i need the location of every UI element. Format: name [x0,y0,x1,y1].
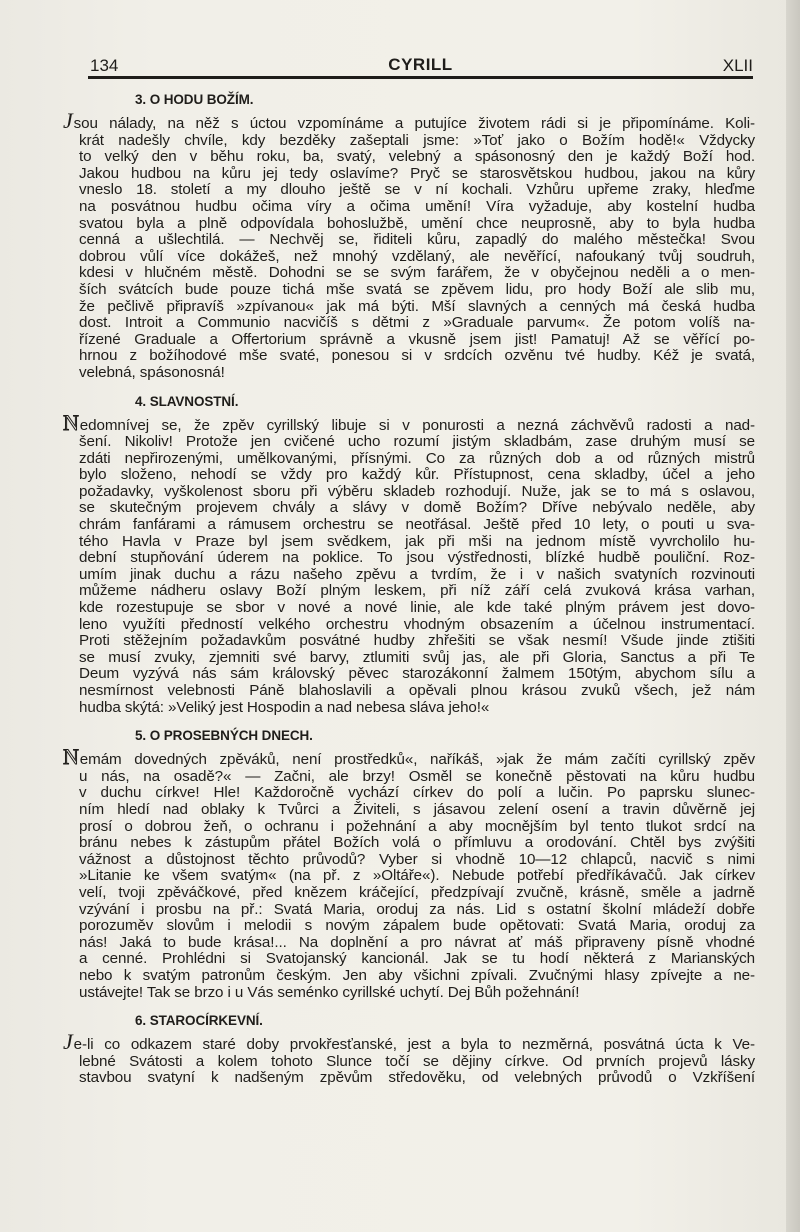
article-section [65,726,755,1001]
text-line [79,700,755,717]
line-text: velí, tvoji zpěváčkové, před knězem kráčející, předzpívají zvučně, krásně, směle a jadrně [79,883,755,901]
article-section [65,1011,755,1087]
text-line [63,1029,755,1055]
section-heading: 4. SLAVNOSTNÍ. [135,393,239,409]
line-text: emám dovedných zpěváků, není prostředků«, naříkáš, »jak že mám začíti cyrillský zpěv [79,751,755,769]
text-line [79,550,755,567]
text-line [79,902,755,919]
text-line [79,935,755,952]
line-text: edomnívej se, že zpěv cyrillský libuje si v ponurosti a nezná záchvěvů radosti a nad- [79,416,755,434]
line-text: krát nadešly chvíle, kdy bezděky zašeptali jsme: »Toť jako o Božím hodě!« Vždycky [79,131,755,149]
text-line [79,802,755,819]
decorative-initial: N [63,409,79,435]
line-text: e-li co odkazem staré doby prvokřesťanské, jest a byla to nezměrná, posvátná úcta k Ve- [73,1036,755,1054]
text-line [79,199,755,216]
section-heading: 5. O PROSEBNÝCH DNECH. [135,728,313,744]
line-text: šení. Nikoliv! Protože jen cvičené ucho rozumí jistým skladbám, zase druhým musí se [79,433,755,451]
line-text: na posvátnou hudbu očima víry a očima umění! Víra vyžaduje, aby kostelní hudba [79,197,755,215]
text-line [63,409,755,435]
text-line [79,534,755,551]
text-line [79,348,755,365]
text-line [79,835,755,852]
text-line [79,467,755,484]
line-text: cenná a ušlechtilá. — Nechvěj se, řiditeli kůru, zapadlý do malého městečka! Svou [79,231,755,249]
header-rule [88,76,753,79]
text-line [79,968,755,985]
text-line [79,785,755,802]
line-text: Deum vyzývá nás sám královský pěvec starozákonní žalmem 150tým, abychom sílu a [79,665,755,683]
text-line [79,600,755,617]
text-line [79,868,755,885]
line-text: zdáti nepřirozenými, umělkovanými, přísnými. Co za různých dob a od různých mistrů [79,449,755,467]
text-line [79,1070,755,1087]
line-text: můžeme nádheru oslavy Boží plným leskem, při níž září celá zvuková krása varhan, [79,582,755,600]
text-line [79,216,755,233]
line-text: tého Havla v Praze byl jsem svědkem, jak při mši na jednom místě vyvrcholilo hu- [79,532,755,550]
text-line [79,1054,755,1071]
text-line [79,617,755,634]
line-text: nebo k svatým patronům českým. Jen aby všichni zpívali. Zvučnými hlasy zpívejte a ne- [79,966,755,984]
line-text: požadavky, vyškolenost sboru při výběru skladeb rozhodují. Nuže, jak se to má s oslavou, [79,482,755,500]
text-line [79,769,755,786]
line-text: kdesi v hlučném městě. Dohodni se se svým farářem, že v obyčejnou neděli a o men- [79,264,755,282]
line-text: Proti stěžejním požadavkům posvátné hudby zhřešiti se však nesmí! Všude jinde ztišiti [79,632,755,650]
line-text: stavbou svatyní k nadšeným zpěvům středověku, od velebných průvodů o Vzkříšení [79,1069,755,1087]
line-text: hrnou z božíhodové mše svaté, ponesou si v srdcích ozvěnu tvé hudby. Kéž je svatá, [79,347,755,365]
text-line [79,583,755,600]
line-text: u nás, na osadě?« — Začni, ale brzy! Osměl se konečně pěstovati na kůru hudbu [79,767,755,785]
line-text: bránu nebes k zástupům přátel Božích volá o přímluvu a orodování. Chtěl bys zvýšiti [79,834,755,852]
section-heading: 6. STAROCÍRKEVNÍ. [135,1013,263,1029]
text-line [79,951,755,968]
text-line [79,484,755,501]
text-line [63,744,755,770]
text-line [79,133,755,150]
text-line [79,365,755,382]
text-line [79,885,755,902]
article-section [65,90,755,382]
line-text: chrám fanfárami a rámusem orchestru se neotřásal. Ještě před 10 lety, o pouti u sva- [79,516,755,534]
line-text: nás! Jaká to bude krása!... Na doplnění a pro návrat ať máš připraveny písně vhodné [79,933,755,951]
text-line [79,315,755,332]
line-text: to velký den v běhu roku, ba, svatý, velebný a spásonosný den je každý Boží hod. [79,148,755,166]
text-line [79,451,755,468]
decorative-initial: J [63,108,73,133]
line-text: prosí o dobrou žeň, o ochranu i požehnání a aby mocnějším byl tento tlukot srdcí na [79,817,755,835]
line-text: dost. Introit a Communio nacvičíš s dětmi z »Graduale parvum«. Že potom volíš na- [79,314,755,332]
line-text: bylo složeno, nehodí se vždy pro každý kůr. Přístupnost, cena skladby, účel a jeho [79,466,755,484]
line-text: dební stupňování úderem na poklice. To jsou výstřednosti, blízké hudbě pouliční. Roz- [79,549,755,567]
text-line [79,149,755,166]
line-text: ním hledí nad oblaky k Tvůrci a Živiteli, s jásavou zelení osení a travin důvěrně jej [79,800,755,818]
text-line [79,633,755,650]
text-line [79,683,755,700]
journal-title: CYRILL [388,55,453,74]
line-text: se skutečným projevem chvály a slávy v domě Božím? Dříve nebývalo neděle, aby [79,499,755,517]
text-line [79,166,755,183]
text-line [79,819,755,836]
line-text: hudba skýtá: »Veliký jest Hospodin a nad nebesa sláva jeho!« [79,698,490,716]
text-line [79,650,755,667]
text-line [79,852,755,869]
line-text: porozuměv slovům i melodii s novým zápalem bude opětovati: Svatá Maria, oroduj za [79,917,755,935]
line-text: dobrou vůlí více dokážeš, než mnohý vzdělaný, ale nevěřící, nafoukaný tvůj soudruh, [79,247,755,265]
text-line [79,232,755,249]
text-line [79,918,755,935]
line-text: velebná, spásonosná! [79,363,225,381]
line-text: vzývání i prosbu na př.: Svatá Maria, oroduj za nás. Lid s ostatní školní mládeží dobře [79,900,755,918]
line-text: vážnost a důstojnost těchto průvodů? Vyber si vhodně 10—12 chlapců, nacvič s nimi [79,850,755,868]
line-text: svatou byla a plně odpovídala bohoslužbě, umění chce neuprosně, aby to byla hudba [79,214,755,232]
page-number: 134 [90,56,119,75]
section-heading: 3. O HODU BOŽÍM. [135,92,254,107]
line-text: lebné Svátosti a kolem tohoto Slunce točí se dějiny církve. Od prvních projevů lásky [79,1052,755,1070]
line-text: sou nálady, na něž s úctou vzpomínáme a putujíce životem rádi si je připomínáme. Koli- [73,115,755,132]
text-line [79,299,755,316]
line-text: řízené Graduale a Offertorium správně a vkusně jsem jist! Pamatuj! Až se věřící po- [79,330,755,348]
decorative-initial: J [63,1029,73,1055]
text-line [63,108,755,133]
text-line [79,985,755,1002]
section-paragraph [63,1029,755,1087]
text-line [79,265,755,282]
volume-number: XLII [722,56,753,75]
line-text: kde rozestupuje se sbor v nové a nové linie, ale kde také plným právem jest dovo- [79,599,755,617]
text-line [79,517,755,534]
section-paragraph [63,409,755,717]
text-line [79,332,755,349]
line-text: se musí zvuky, zjemniti své barvy, ztlumiti svůj jas, ale při Gloria, Sanctus a při Te [79,648,755,666]
article-body [65,90,755,1087]
line-text: že pečlivě připravíš »zpívanou« jak má býti. Mší slavných a cenných má česká hudba [79,297,755,315]
text-line [79,434,755,451]
text-line [79,500,755,517]
text-line [79,666,755,683]
line-text: umím jinak duchu a rázu našeho zpěvu a tvrdím, že i v našich svatyních rozvinouti [79,565,755,583]
text-line [79,182,755,199]
line-text: vneslo 18. století a my dlouho ještě se v ní kochali. Vzhůru upřeme zraky, hleďme [79,181,755,199]
decorative-initial: N [63,744,79,770]
running-header [88,54,753,78]
line-text: a cenné. Prohlédni si Svatojanský kancionál. Jak se tu hodí některá z Marianských [79,950,755,968]
line-text: Jakou hudbou na kůru jej tedy oslavíme? Pryč se starosvětskou hudbou, jakou na kůry [79,164,755,182]
line-text: ších svátcích bude pouze tichá mše svatá se zpěvem lidu, pro hody Boží ale slib mu, [79,280,755,298]
line-text: v duchu církve! Hle! Každoročně vychází církev do polí a lučin. Po paprsku slunec- [79,784,755,802]
line-text: ustávejte! Tak se brzo i u Vás seménko cyrillské uchytí. Dej Bůh požehnání! [79,983,580,1001]
line-text: nesmírnost velebnosti Páně blahoslavili a opěvali plnou krásou zvuků všech, jež nám [79,682,755,699]
text-line [79,249,755,266]
page-edge [786,0,800,1232]
text-line [79,282,755,299]
article-section [65,392,755,717]
section-paragraph [63,108,755,382]
line-text: »Litanie ke všem svatým« (na př. z »Oltáře«). Nebude potřebí předříkávačů. Jak církev [79,867,755,885]
line-text: leno využíti předností velkého orchestru vhodným obsazením a účelnou instrumentací. [79,615,755,633]
section-paragraph [63,744,755,1001]
text-line [79,567,755,584]
